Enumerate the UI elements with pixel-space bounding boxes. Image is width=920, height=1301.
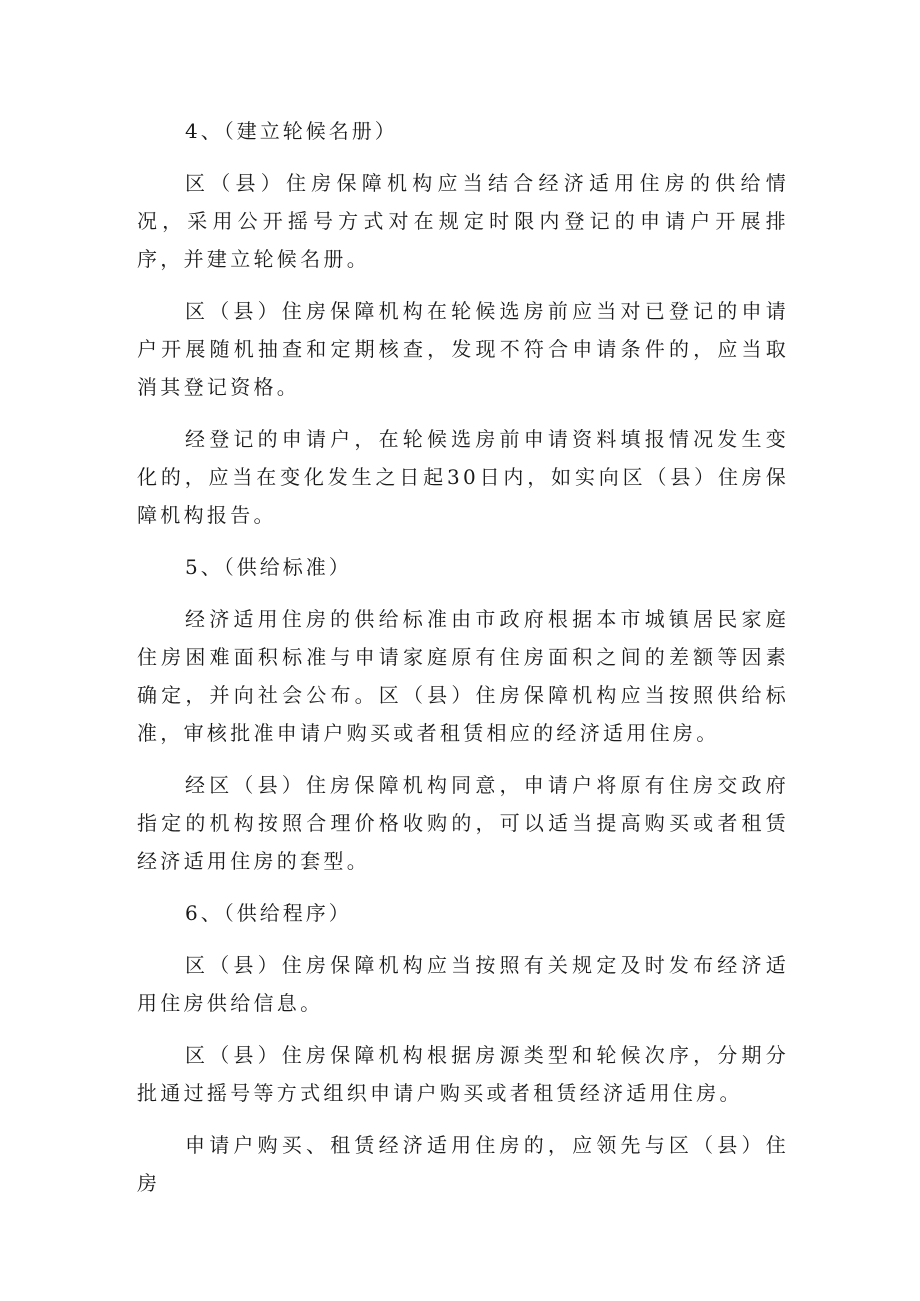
paragraph: 区（县）住房保障机构应当结合经济适用住房的供给情况，采用公开摇号方式对在规定时限内登记的申请户开展排序，并建立轮候名册。	[137, 171, 789, 271]
section-heading: 6、（供给程序）	[185, 901, 352, 925]
paragraph: 区（县）住房保障机构应当按照有关规定及时发布经济适用住房供给信息。	[137, 953, 789, 1015]
section-heading: 4、（建立轮候名册）	[185, 119, 398, 143]
section-5	[137, 548, 789, 880]
paragraph: 区（县）住房保障机构根据房源类型和轮候次序，分期分批通过摇号等方式组织申请户购买或者租赁经济适用住房。	[137, 1043, 789, 1105]
paragraph: 申请户购买、租赁经济适用住房的，应领先与区（县）住房	[137, 1133, 789, 1195]
document-body	[137, 112, 789, 1216]
section-4	[137, 112, 789, 534]
paragraph: 区（县）住房保障机构在轮候选房前应当对已登记的申请户开展随机抽查和定期核查，发现不符合申请条件的，应当取消其登记资格。	[137, 299, 789, 399]
paragraph: 经济适用住房的供给标准由市政府根据本市城镇居民家庭住房困难面积标准与申请家庭原有住房面积之间的差额等因素确定，并向社会公布。区（县）住房保障机构应当按照供给标准，审核批准申请户购买或者租赁相应的经济适用住房。	[137, 607, 789, 745]
paragraph: 经区（县）住房保障机构同意，申请户将原有住房交政府指定的机构按照合理价格收购的，可以适当提高购买或者租赁经济适用住房的套型。	[137, 773, 789, 873]
section-6	[137, 894, 789, 1202]
paragraph: 经登记的申请户，在轮候选房前申请资料填报情况发生变化的，应当在变化发生之日起30日内，如实向区（县）住房保障机构报告。	[137, 427, 789, 527]
section-heading: 5、（供给标准）	[185, 555, 352, 579]
